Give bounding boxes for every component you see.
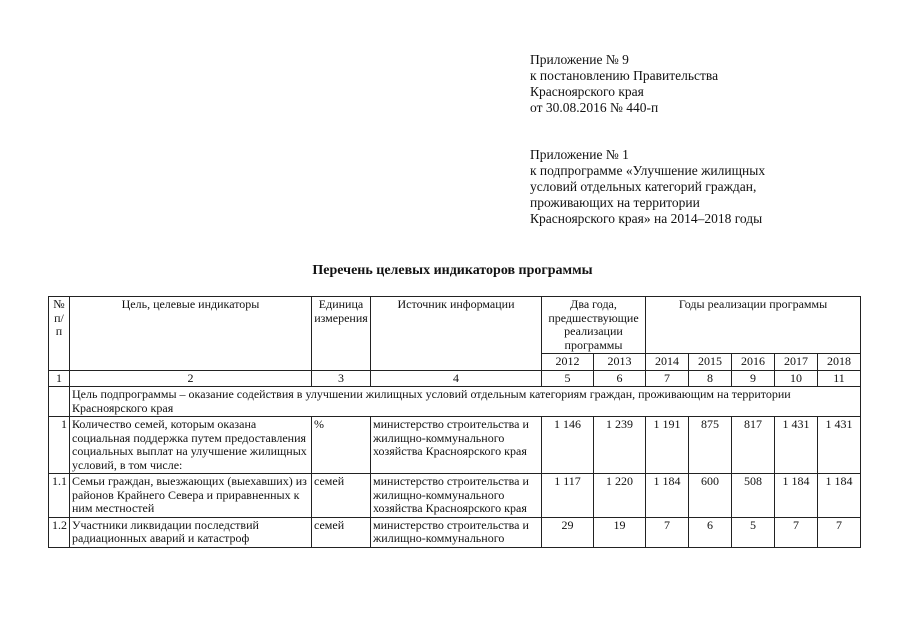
row-num: 1 (49, 417, 70, 474)
column-number: 1 (49, 370, 70, 387)
year-cell: 2016 (732, 354, 775, 371)
row-name: Участники ликвидации последствий радиационных аварий и катастроф (70, 517, 312, 547)
row-source: министерство строительства и жилищно-коммунального хозяйства Красноярского края (371, 417, 542, 474)
appendix-line: Приложение № 1 (530, 147, 629, 162)
row-value: 7 (775, 517, 818, 547)
column-number: 9 (732, 370, 775, 387)
header-source: Источник информации (371, 297, 542, 371)
row-value: 1 117 (542, 474, 594, 518)
year-cell: 2013 (594, 354, 646, 371)
year-cell: 2015 (689, 354, 732, 371)
row-name: Семьи граждан, выезжающих (выехавших) из районов Крайнего Севера и приравненных к ним местностей (70, 474, 312, 518)
column-number: 3 (312, 370, 371, 387)
table-row (49, 517, 861, 547)
row-value: 600 (689, 474, 732, 518)
row-name: Количество семей, которым оказана социальная поддержка путем предоставления социальных выплат на улучшение жилищных условий, в том числе: (70, 417, 312, 474)
header-goal: Цель, целевые индикаторы (70, 297, 312, 371)
column-number: 6 (594, 370, 646, 387)
appendix-line: проживающих на территории (530, 195, 700, 210)
appendix-line: к постановлению Правительства (530, 68, 719, 83)
row-num: 1.2 (49, 517, 70, 547)
row-value: 875 (689, 417, 732, 474)
row-value: 817 (732, 417, 775, 474)
row-value: 1 220 (594, 474, 646, 518)
column-number: 7 (646, 370, 689, 387)
appendix-9-block (530, 52, 718, 116)
row-unit: семей (312, 517, 371, 547)
appendix-1-block (530, 147, 765, 227)
row-num: 1.1 (49, 474, 70, 518)
year-cell: 2018 (818, 354, 861, 371)
row-value: 5 (732, 517, 775, 547)
row-value: 508 (732, 474, 775, 518)
header-impl-years: Годы реализации программы (646, 297, 861, 354)
header-num: № п/п (49, 297, 70, 371)
appendix-line: Красноярского края» на 2014–2018 годы (530, 211, 763, 226)
column-number: 2 (70, 370, 312, 387)
indicators-table (48, 296, 861, 548)
row-value: 1 431 (818, 417, 861, 474)
column-number: 5 (542, 370, 594, 387)
row-value: 1 184 (646, 474, 689, 518)
column-number: 8 (689, 370, 732, 387)
year-cell: 2012 (542, 354, 594, 371)
year-cell: 2017 (775, 354, 818, 371)
column-number-row (49, 370, 861, 387)
row-value: 6 (689, 517, 732, 547)
row-value: 7 (646, 517, 689, 547)
row-value: 1 146 (542, 417, 594, 474)
header-prev-years: Два года, предшествующие реализации программы (542, 297, 646, 354)
row-value: 29 (542, 517, 594, 547)
goal-empty-cell (49, 387, 70, 417)
row-value: 1 184 (818, 474, 861, 518)
header-unit: Единица измерения (312, 297, 371, 371)
appendix-line: от 30.08.2016 № 440-п (530, 100, 659, 115)
column-number: 10 (775, 370, 818, 387)
goal-row (49, 387, 861, 417)
row-unit: % (312, 417, 371, 474)
row-unit: семей (312, 474, 371, 518)
appendix-line: Приложение № 9 (530, 52, 629, 67)
row-value: 1 431 (775, 417, 818, 474)
appendix-line: Красноярского края (530, 84, 644, 99)
document-title: Перечень целевых индикаторов программы (312, 263, 593, 278)
row-value: 1 191 (646, 417, 689, 474)
row-value: 19 (594, 517, 646, 547)
table-row (49, 417, 861, 474)
goal-text: Цель подпрограммы – оказание содействия в улучшении жилищных условий отдельным категориям граждан, проживающим на территории Красноярского края (70, 387, 861, 417)
appendix-line: условий отдельных категорий граждан, (530, 179, 757, 194)
column-number: 4 (371, 370, 542, 387)
header-row (49, 297, 861, 354)
column-number: 11 (818, 370, 861, 387)
row-source: министерство строительства и жилищно-коммунального (371, 517, 542, 547)
appendix-line: к подпрограмме «Улучшение жилищных (530, 163, 766, 178)
row-value: 1 239 (594, 417, 646, 474)
row-value: 1 184 (775, 474, 818, 518)
table-row (49, 474, 861, 518)
year-cell: 2014 (646, 354, 689, 371)
row-value: 7 (818, 517, 861, 547)
row-source: министерство строительства и жилищно-коммунального хозяйства Красноярского края (371, 474, 542, 518)
